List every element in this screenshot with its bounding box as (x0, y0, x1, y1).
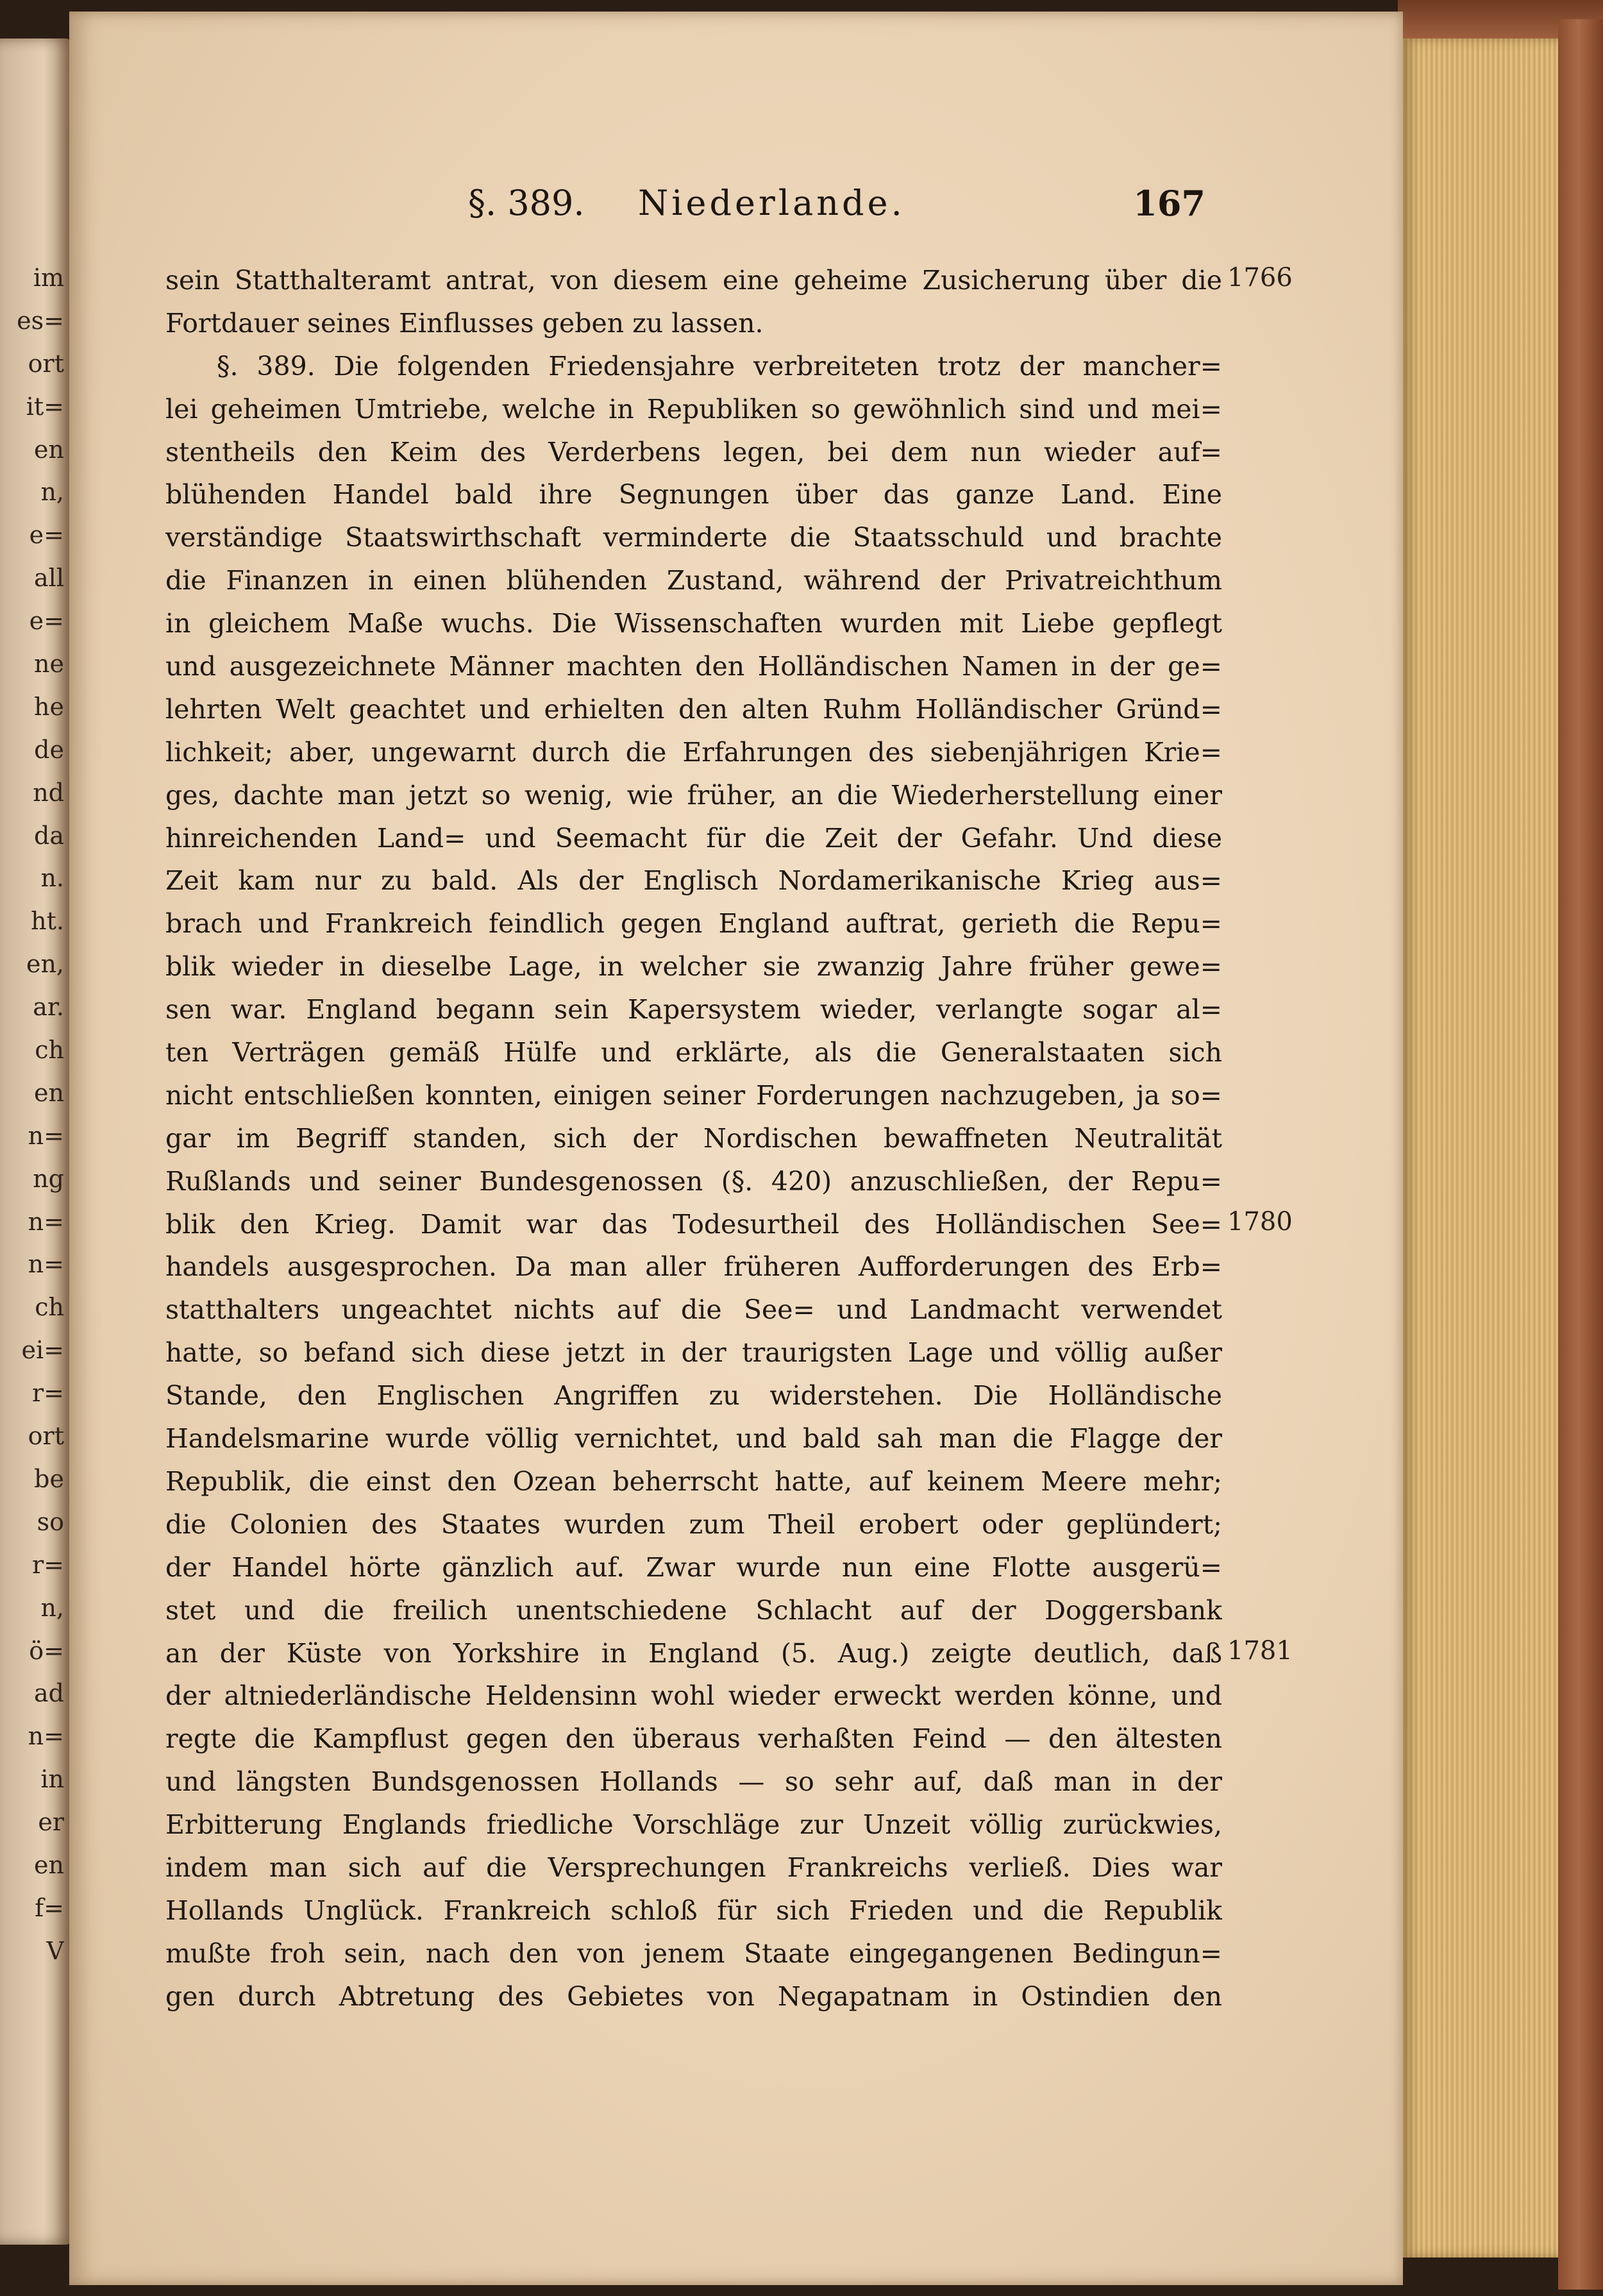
left-page-fragment: all (34, 564, 64, 593)
text-line: lei geheimen Umtriebe, welche in Republiken so gewöhnlich sind und mei= (165, 393, 1222, 425)
text-line: der Handel hörte gänzlich auf. Zwar wurde nun eine Flotte ausgerü= (165, 1551, 1222, 1583)
left-page-fragment: n. (40, 864, 64, 893)
text-line: in gleichem Maße wuchs. Die Wissenschaften wurden mit Liebe gepflegt (165, 608, 1222, 639)
text-line: sein Statthalteramt antrat, von diesem eine geheime Zusicherung über die (165, 265, 1222, 296)
text-line: stet und die freilich unentschiedene Schlacht auf der Doggersbank (165, 1594, 1222, 1626)
left-page-fragment: im (33, 264, 64, 292)
text-line: handels ausgesprochen. Da man aller früheren Aufforderungen des Erb= (165, 1251, 1222, 1283)
text-line: der altniederländische Heldensinn wohl wieder erweckt werden könne, und (165, 1680, 1222, 1712)
left-page-fragment: so (37, 1507, 64, 1536)
left-page-fragment: ar. (33, 993, 64, 1022)
text-line: §. 389. Die folgenden Friedensjahre verbreiteten trotz der mancher= (217, 350, 1222, 382)
page-edges (1403, 38, 1570, 2258)
left-page-fragment: f= (35, 1893, 64, 1922)
left-page-fragment: n= (28, 1121, 64, 1150)
left-page-fragment: ort (28, 1422, 64, 1451)
page-number: 167 (1133, 183, 1205, 224)
left-page-fragment: he (34, 692, 64, 721)
text-line: nicht entschließen konnten, einigen seiner Forderungen nachzugeben, ja so= (165, 1079, 1222, 1111)
left-page-fragment: en (34, 1078, 64, 1107)
margin-year: 1781 (1227, 1635, 1293, 1666)
running-header (468, 183, 1205, 228)
left-page-fragment: nd (33, 778, 64, 807)
left-page-fragment: r= (31, 1379, 64, 1408)
left-page-fragment: ne (34, 650, 64, 679)
text-line: Republik, die einst den Ozean beherrscht hatte, auf keinem Meere mehr; (165, 1465, 1222, 1497)
left-page-fragment: ch (35, 1293, 64, 1322)
left-page-fragment: V (46, 1936, 64, 1965)
text-line: Fortdauer seines Einflusses geben zu lassen. (165, 307, 764, 339)
text-line: Rußlands und seiner Bundesgenossen (§. 420) anzuschließen, der Repu= (165, 1165, 1222, 1197)
header-section: §. 389. (468, 183, 585, 223)
text-line: Erbitterung Englands friedliche Vorschläge zur Unzeit völlig zurückwies, (165, 1809, 1222, 1841)
left-page-fragment: da (34, 821, 64, 850)
left-page-fragment: es= (17, 306, 64, 335)
text-line: ten Verträgen gemäß Hülfe und erklärte, als die Generalstaaten sich (165, 1037, 1222, 1068)
left-page-fragment: in (40, 1765, 64, 1794)
text-line: verständige Staatswirthschaft verminderte die Staatsschuld und brachte (165, 522, 1222, 553)
text-line: blik den Krieg. Damit war das Todesurtheil des Holländischen See= (165, 1208, 1222, 1240)
left-page-fragment: ei= (21, 1336, 64, 1365)
left-page-fragment: er (38, 1808, 64, 1837)
book-cover-right (1558, 19, 1603, 2290)
left-page-fragment: be (34, 1464, 64, 1493)
margin-year: 1780 (1227, 1206, 1293, 1237)
text-line: die Finanzen in einen blühenden Zustand, während der Privatreichthum (165, 565, 1222, 596)
text-line: blik wieder in dieselbe Lage, in welcher sie zwanzig Jahre früher gewe= (165, 951, 1222, 983)
left-page-fragment: en (34, 435, 64, 464)
text-line: mußte froh sein, nach den von jenem Staate eingegangenen Bedingun= (165, 1937, 1222, 1969)
text-line: hinreichenden Land= und Seemacht für die Zeit der Gefahr. Und diese (165, 822, 1222, 854)
left-page-fragment: n= (28, 1207, 64, 1236)
body-text (165, 259, 1222, 2018)
text-line: sen war. England begann sein Kapersystem wieder, verlangte sogar al= (165, 994, 1222, 1026)
text-line: Stande, den Englischen Angriffen zu widerstehen. Die Holländische (165, 1380, 1222, 1412)
left-page-fragment: e= (29, 607, 64, 636)
left-page-fragment: ng (33, 1164, 64, 1193)
left-page-fragment: e= (29, 521, 64, 550)
left-page-fragment: ad (34, 1679, 64, 1708)
text-line: Handelsmarine wurde völlig vernichtet, und bald sah man die Flagge der (165, 1423, 1222, 1455)
text-line: stentheils den Keim des Verderbens legen, bei dem nun wieder auf= (165, 436, 1222, 468)
text-line: und längsten Bundsgenossen Hollands — so sehr auf, daß man in der (165, 1766, 1222, 1798)
text-line: regte die Kampflust gegen den überaus verhaßten Feind — den ältesten (165, 1723, 1222, 1755)
text-line: und ausgezeichnete Männer machten den Holländischen Namen in der ge= (165, 651, 1222, 682)
left-page-edge (0, 38, 72, 2245)
left-page-fragment: n, (40, 478, 64, 507)
left-page-fragment: en, (26, 950, 64, 979)
left-page-fragment: de (34, 735, 64, 764)
text-line: indem man sich auf die Versprechungen Frankreichs verließ. Dies war (165, 1852, 1222, 1883)
left-page-fragment: ö= (29, 1636, 64, 1665)
left-page-text-fragments (0, 257, 69, 1973)
left-page-fragment: ht. (31, 907, 64, 936)
text-line: ges, dachte man jetzt so wenig, wie früher, an die Wiederherstellung einer (165, 779, 1222, 811)
text-line: lichkeit; aber, ungewarnt durch die Erfahrungen des siebenjährigen Krie= (165, 736, 1222, 768)
text-line: gen durch Abtretung des Gebietes von Negapatnam in Ostindien den (165, 1980, 1222, 2012)
text-line: gar im Begriff standen, sich der Nordischen bewaffneten Neutralität (165, 1122, 1222, 1154)
left-page-fragment: it= (26, 392, 64, 421)
left-page-fragment: n= (28, 1722, 64, 1751)
text-line: statthalters ungeachtet nichts auf die See= und Landmacht verwendet (165, 1294, 1222, 1326)
left-page-fragment: n= (28, 1250, 64, 1279)
text-line: Zeit kam nur zu bald. Als der Englisch Nordamerikanische Krieg aus= (165, 865, 1222, 897)
text-line: Hollands Unglück. Frankreich schloß für sich Frieden und die Republik (165, 1895, 1222, 1926)
left-page-fragment: ch (35, 1036, 64, 1065)
text-line: brach und Frankreich feindlich gegen England auftrat, gerieth die Repu= (165, 908, 1222, 940)
left-page-fragment: en (34, 1850, 64, 1879)
text-line: die Colonien des Staates wurden zum Theil erobert oder geplündert; (165, 1508, 1222, 1540)
text-line: hatte, so befand sich diese jetzt in der traurigsten Lage und völlig außer (165, 1337, 1222, 1369)
margin-year: 1766 (1227, 263, 1293, 292)
text-line: blühenden Handel bald ihre Segnungen über das ganze Land. Eine (165, 479, 1222, 511)
left-page-fragment: r= (31, 1550, 64, 1579)
left-page-fragment: ort (28, 349, 64, 378)
left-page-fragment: n, (40, 1593, 64, 1622)
text-line: lehrten Welt geachtet und erhielten den alten Ruhm Holländischer Gründ= (165, 693, 1222, 725)
header-title: Niederlande. (638, 183, 905, 223)
text-line: an der Küste von Yorkshire in England (5. Aug.) zeigte deutlich, daß (165, 1637, 1222, 1669)
